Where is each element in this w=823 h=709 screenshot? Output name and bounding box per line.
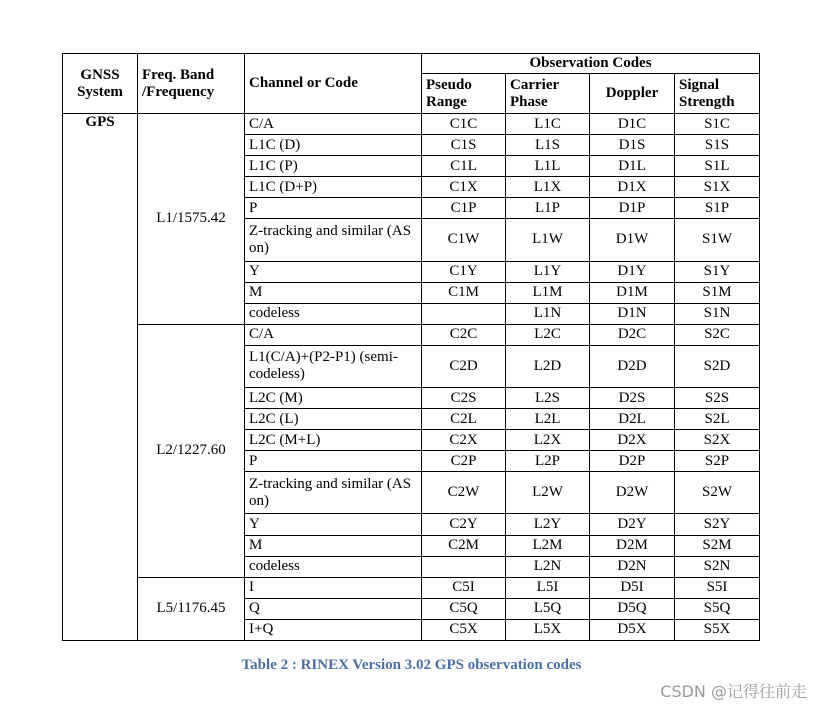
freq-band-cell: L1/1575.42 (138, 114, 245, 325)
signal-strength-cell: S2L (675, 409, 760, 430)
doppler-cell: D1M (590, 282, 675, 303)
carrier-phase-cell: L1S (506, 135, 590, 156)
carrier-phase-cell: L2D (506, 345, 590, 387)
carrier-phase-cell: L1N (506, 303, 590, 324)
doppler-cell: D2N (590, 556, 675, 577)
doppler-cell: D2X (590, 430, 675, 451)
signal-strength-cell: S1W (675, 219, 760, 261)
channel-cell: L1C (P) (245, 156, 422, 177)
header-channel: Channel or Code (245, 54, 422, 114)
channel-cell: C/A (245, 114, 422, 135)
signal-strength-cell: S1L (675, 156, 760, 177)
pseudo-range-cell: C2Y (422, 514, 506, 535)
doppler-cell: D2L (590, 409, 675, 430)
pseudo-range-cell: C2W (422, 472, 506, 514)
carrier-phase-cell: L1C (506, 114, 590, 135)
carrier-phase-cell: L1W (506, 219, 590, 261)
signal-strength-cell: S1P (675, 198, 760, 219)
doppler-cell: D2D (590, 345, 675, 387)
carrier-phase-cell: L2P (506, 451, 590, 472)
signal-strength-cell: S2W (675, 472, 760, 514)
channel-cell: L2C (M+L) (245, 430, 422, 451)
doppler-cell: D2W (590, 472, 675, 514)
channel-cell: Z-tracking and similar (AS on) (245, 219, 422, 261)
pseudo-range-cell: C2D (422, 345, 506, 387)
header-freq-band: Freq. Band /Frequency (138, 54, 245, 114)
table-row (63, 114, 760, 135)
channel-cell: Q (245, 598, 422, 619)
signal-strength-cell: S2Y (675, 514, 760, 535)
pseudo-range-cell: C2S (422, 388, 506, 409)
channel-cell: Y (245, 261, 422, 282)
channel-cell: L2C (L) (245, 409, 422, 430)
carrier-phase-cell: L5I (506, 577, 590, 598)
doppler-cell: D2C (590, 324, 675, 345)
channel-cell: P (245, 198, 422, 219)
pseudo-range-cell: C1W (422, 219, 506, 261)
channel-cell: Z-tracking and similar (AS on) (245, 472, 422, 514)
carrier-phase-cell: L1Y (506, 261, 590, 282)
table-caption: Table 2 : RINEX Version 3.02 GPS observation codes (241, 657, 582, 673)
pseudo-range-cell: C2P (422, 451, 506, 472)
pseudo-range-cell: C1P (422, 198, 506, 219)
carrier-phase-cell: L2W (506, 472, 590, 514)
doppler-cell: D2S (590, 388, 675, 409)
watermark: CSDN @记得往前走 (660, 682, 807, 701)
signal-strength-cell: S1X (675, 177, 760, 198)
carrier-phase-cell: L2N (506, 556, 590, 577)
channel-cell: M (245, 282, 422, 303)
channel-cell: codeless (245, 556, 422, 577)
channel-cell: C/A (245, 324, 422, 345)
pseudo-range-cell (422, 303, 506, 324)
channel-cell: I (245, 577, 422, 598)
signal-strength-cell: S2S (675, 388, 760, 409)
doppler-cell: D5I (590, 577, 675, 598)
freq-band-cell: L5/1176.45 (138, 577, 245, 640)
channel-cell: P (245, 451, 422, 472)
doppler-cell: D2P (590, 451, 675, 472)
channel-cell: M (245, 535, 422, 556)
doppler-cell: D2Y (590, 514, 675, 535)
header-carrier-phase: Carrier Phase (506, 74, 590, 114)
carrier-phase-cell: L1X (506, 177, 590, 198)
pseudo-range-cell: C5I (422, 577, 506, 598)
signal-strength-cell: S2M (675, 535, 760, 556)
doppler-cell: D1P (590, 198, 675, 219)
carrier-phase-cell: L2C (506, 324, 590, 345)
pseudo-range-cell: C2M (422, 535, 506, 556)
pseudo-range-cell: C1C (422, 114, 506, 135)
gnss-system-cell: GPS (63, 114, 138, 641)
pseudo-range-cell: C2L (422, 409, 506, 430)
signal-strength-cell: S1N (675, 303, 760, 324)
channel-cell: L1(C/A)+(P2-P1) (semi-codeless) (245, 345, 422, 387)
doppler-cell: D1X (590, 177, 675, 198)
carrier-phase-cell: L1L (506, 156, 590, 177)
header-pseudo-range: Pseudo Range (422, 74, 506, 114)
doppler-cell: D1W (590, 219, 675, 261)
table-row (63, 577, 760, 598)
pseudo-range-cell: C1L (422, 156, 506, 177)
channel-cell: Y (245, 514, 422, 535)
signal-strength-cell: S5Q (675, 598, 760, 619)
carrier-phase-cell: L2S (506, 388, 590, 409)
doppler-cell: D1Y (590, 261, 675, 282)
signal-strength-cell: S2C (675, 324, 760, 345)
table-body (63, 114, 760, 641)
header-doppler: Doppler (590, 74, 675, 114)
carrier-phase-cell: L2M (506, 535, 590, 556)
signal-strength-cell: S1M (675, 282, 760, 303)
table-row (63, 324, 760, 345)
freq-band-cell: L2/1227.60 (138, 324, 245, 577)
pseudo-range-cell: C5X (422, 619, 506, 640)
channel-cell: L1C (D+P) (245, 177, 422, 198)
signal-strength-cell: S2D (675, 345, 760, 387)
carrier-phase-cell: L5Q (506, 598, 590, 619)
doppler-cell: D1C (590, 114, 675, 135)
signal-strength-cell: S1C (675, 114, 760, 135)
channel-cell: I+Q (245, 619, 422, 640)
signal-strength-cell: S1S (675, 135, 760, 156)
channel-cell: L1C (D) (245, 135, 422, 156)
header-observation-codes: Observation Codes (422, 54, 760, 74)
pseudo-range-cell: C1S (422, 135, 506, 156)
observation-codes-table (62, 53, 760, 641)
pseudo-range-cell: C2X (422, 430, 506, 451)
signal-strength-cell: S2P (675, 451, 760, 472)
doppler-cell: D1N (590, 303, 675, 324)
carrier-phase-cell: L2Y (506, 514, 590, 535)
doppler-cell: D1S (590, 135, 675, 156)
header-signal-strength: Signal Strength (675, 74, 760, 114)
pseudo-range-cell (422, 556, 506, 577)
carrier-phase-cell: L2X (506, 430, 590, 451)
signal-strength-cell: S5X (675, 619, 760, 640)
channel-cell: L2C (M) (245, 388, 422, 409)
carrier-phase-cell: L1P (506, 198, 590, 219)
carrier-phase-cell: L2L (506, 409, 590, 430)
pseudo-range-cell: C1M (422, 282, 506, 303)
doppler-cell: D5X (590, 619, 675, 640)
doppler-cell: D2M (590, 535, 675, 556)
carrier-phase-cell: L1M (506, 282, 590, 303)
pseudo-range-cell: C1Y (422, 261, 506, 282)
pseudo-range-cell: C1X (422, 177, 506, 198)
carrier-phase-cell: L5X (506, 619, 590, 640)
pseudo-range-cell: C2C (422, 324, 506, 345)
signal-strength-cell: S2X (675, 430, 760, 451)
pseudo-range-cell: C5Q (422, 598, 506, 619)
doppler-cell: D1L (590, 156, 675, 177)
header-gnss-system: GNSS System (63, 54, 138, 114)
doppler-cell: D5Q (590, 598, 675, 619)
channel-cell: codeless (245, 303, 422, 324)
signal-strength-cell: S5I (675, 577, 760, 598)
signal-strength-cell: S2N (675, 556, 760, 577)
signal-strength-cell: S1Y (675, 261, 760, 282)
